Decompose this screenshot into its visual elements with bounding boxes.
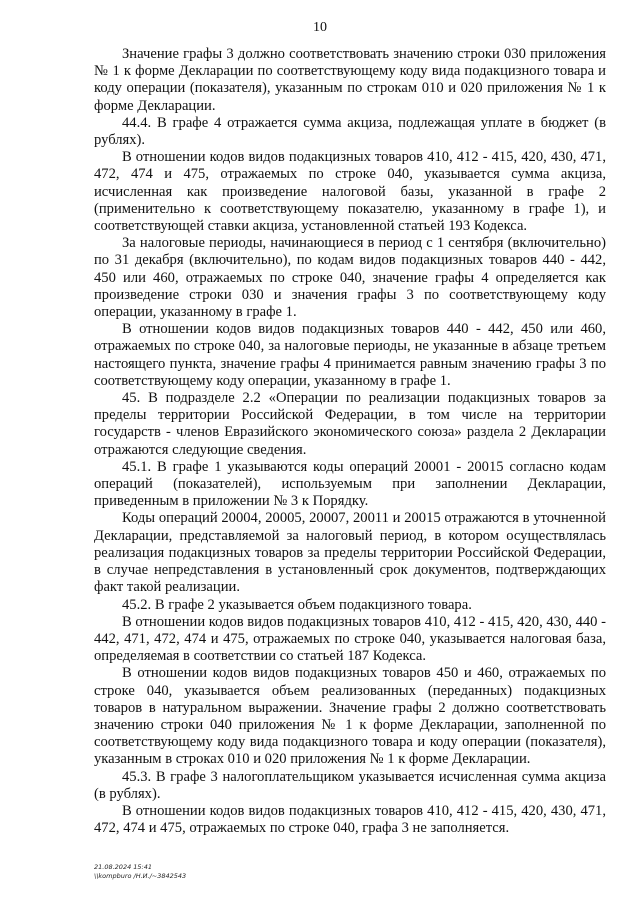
paragraph: В отношении кодов видов подакцизных товаров 450 и 460, отражаемых по строке 040, указывается объем реализованных (переданных) подакцизных товаров в натуральном выражении. Значение графы 2 должно соответствовать значению строки 040 приложения № 1 к форме Декларации, заполненной по соответствующему коду вида подакцизного товара и коду операции (показателя), указанным в строках 010 и 020 приложения № 1 к форме Декларации. bbox=[94, 665, 606, 768]
paragraph: В отношении кодов видов подакцизных товаров 440 - 442, 450 или 460, отражаемых по строке 040, за налоговые периоды, не указанные в абзаце третьем настоящего пункта, значение графы 4 принимается равным значению графы 3 по соответствующему коду операции, указанному в графе 1. bbox=[94, 321, 606, 389]
footer-file-path: \\kompburo /Н.И./~3842543 bbox=[94, 872, 187, 880]
paragraph: 45.3. В графе 3 налогоплательщиком указывается исчисленная сумма акциза (в рублях). bbox=[94, 768, 606, 802]
paragraph: За налоговые периоды, начинающиеся в период с 1 сентября (включительно) по 31 декабря (включительно), по кодам видов подакцизных товаров 440 - 442, 450 или 460, отражаемых по строке 040, значение графы 4 определяется как произведение строки 030 и значения графы 3 по соответствующему коду операции, указанному в графе 1. bbox=[94, 235, 606, 321]
paragraph: 45.1. В графе 1 указываются коды операций 20001 - 20015 согласно кодам операций (показателей), используемым при заполнении Декларации, приведенным в приложении № 3 к Порядку. bbox=[94, 458, 606, 510]
document-body bbox=[94, 46, 606, 837]
footer-timestamp: 21.08.2024 15:41 bbox=[94, 863, 153, 871]
paragraph: В отношении кодов видов подакцизных товаров 410, 412 - 415, 420, 430, 471, 472, 474 и 475, отражаемых по строке 040, графа 3 не заполняется. bbox=[94, 802, 606, 837]
paragraph: В отношении кодов видов подакцизных товаров 410, 412 - 415, 420, 430, 440 - 442, 471, 472, 474 и 475, отражаемых по строке 040, указывается налоговая база, определяемая в соответствии со статьей 187 Кодекса. bbox=[94, 613, 606, 665]
document-footer-stamp bbox=[94, 863, 186, 881]
paragraph: 45. В подразделе 2.2 «Операции по реализации подакцизных товаров за пределы территории Российской Федерации, в том числе на территории государств - членов Евразийского экономического союза» раздела 2 Декларации отражаются следующие сведения. bbox=[94, 390, 606, 458]
paragraph: В отношении кодов видов подакцизных товаров 410, 412 - 415, 420, 430, 471, 472, 474 и 475, отражаемых по строке 040, указывается сумма акциза, исчисленная как произведение налоговой базы, указанной в графе 2 (применительно к соответствующему показателю, указанному в графе 1), и соответствующей ставки акциза, установленной статьей 193 Кодекса. bbox=[94, 149, 606, 235]
paragraph: Коды операций 20004, 20005, 20007, 20011 и 20015 отражаются в уточненной Декларации, представляемой за налоговый период, в котором осуществлялась реализация подакцизных товаров за пределы территории Российской Федерации, в случае непредставления в установленный срок документов, подтверждающих факт такой реализации. bbox=[94, 510, 606, 596]
paragraph: Значение графы 3 должно соответствовать значению строки 030 приложения № 1 к форме Декларации по соответствующему коду вида подакцизного товара и коду операции (показателя), указанным по строкам 010 и 020 приложения № 1 к форме Декларации. bbox=[94, 46, 606, 114]
paragraph: 44.4. В графе 4 отражается сумма акциза, подлежащая уплате в бюджет (в рублях). bbox=[94, 114, 606, 149]
paragraph: 45.2. В графе 2 указывается объем подакцизного товара. bbox=[122, 596, 472, 613]
page-number: 10 bbox=[313, 20, 327, 35]
